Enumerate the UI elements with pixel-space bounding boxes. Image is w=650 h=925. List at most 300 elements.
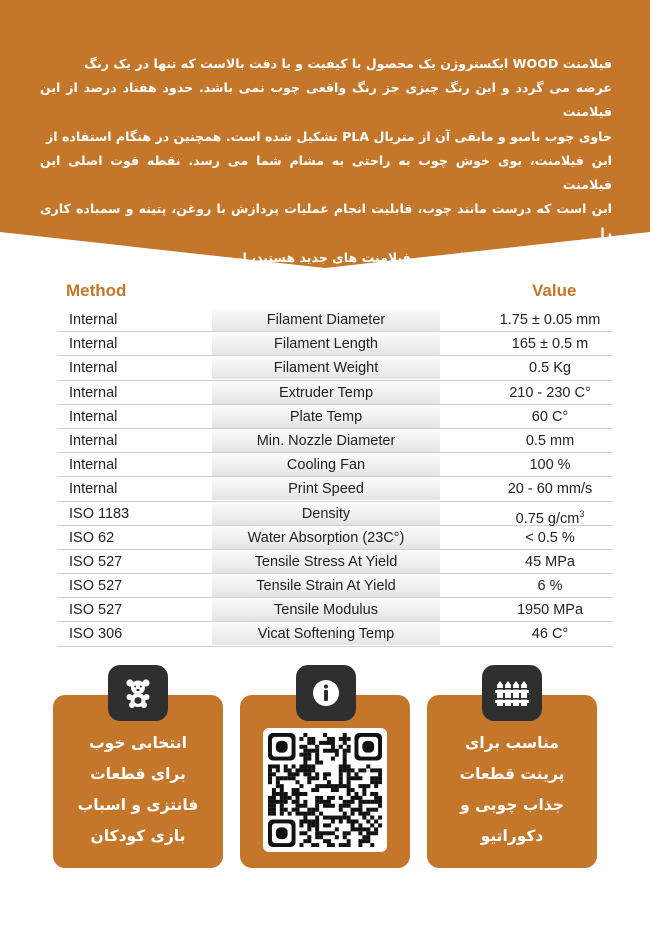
- intro-paragraph: [40, 52, 612, 270]
- qr-module: [358, 800, 362, 804]
- qr-module: [284, 796, 288, 800]
- row-method: ISO 62: [69, 529, 115, 546]
- row-method: ISO 527: [69, 553, 123, 570]
- row-value-text: 1.75 ± 0.05 mm: [499, 312, 601, 328]
- table-row: [57, 381, 613, 405]
- qr-module: [315, 796, 319, 800]
- qr-module: [358, 843, 362, 847]
- qr-module: [331, 796, 335, 800]
- row-value: [485, 477, 615, 501]
- card-line: دکوراتیو: [480, 827, 544, 845]
- qr-module: [323, 831, 327, 835]
- qr-module: [347, 749, 351, 753]
- qr-module: [319, 800, 323, 804]
- qr-module: [296, 768, 300, 772]
- qr-module: [315, 745, 319, 749]
- qr-module: [315, 757, 319, 761]
- qr-module: [331, 737, 335, 741]
- row-value-text: 0.5 Kg: [529, 360, 571, 377]
- qr-module: [378, 780, 382, 784]
- qr-module: [327, 839, 331, 843]
- qr-module: [307, 812, 311, 816]
- qr-module: [315, 772, 319, 776]
- qr-module: [284, 800, 288, 804]
- qr-module: [299, 768, 303, 772]
- qr-module: [370, 843, 374, 847]
- row-value-text: 100 %: [529, 457, 571, 474]
- qr-module: [339, 843, 343, 847]
- fence-badge: [482, 665, 542, 721]
- qr-module: [284, 764, 288, 768]
- qr-module: [378, 776, 382, 780]
- qr-module: [331, 757, 335, 761]
- qr-module: [280, 784, 284, 788]
- qr-module: [347, 737, 351, 741]
- table-row: [57, 502, 613, 526]
- qr-module: [296, 804, 300, 808]
- row-property: Filament Diameter: [212, 309, 440, 331]
- qr-module: [362, 839, 366, 843]
- qr-module: [323, 772, 327, 776]
- table-row: [57, 598, 613, 622]
- qr-module: [276, 776, 280, 780]
- qr-module: [319, 835, 323, 839]
- qr-module: [303, 745, 307, 749]
- qr-module: [299, 745, 303, 749]
- row-value: [485, 598, 615, 622]
- qr-module: [307, 764, 311, 768]
- qr-module: [307, 768, 311, 772]
- qr-module: [354, 808, 358, 812]
- qr-module: [327, 796, 331, 800]
- qr-module: [296, 808, 300, 812]
- qr-module: [311, 788, 315, 792]
- qr-module: [268, 812, 272, 816]
- qr-module: [280, 792, 284, 796]
- qr-module: [374, 827, 378, 831]
- qr-finder-module: [276, 741, 288, 753]
- qr-module: [296, 796, 300, 800]
- qr-module: [307, 808, 311, 812]
- qr-module: [299, 753, 303, 757]
- qr-module: [378, 796, 382, 800]
- qr-module: [311, 737, 315, 741]
- qr-finder-module: [276, 827, 288, 839]
- qr-module: [268, 800, 272, 804]
- qr-module: [307, 823, 311, 827]
- qr-module: [339, 780, 343, 784]
- qr-module: [311, 843, 315, 847]
- qr-module: [280, 800, 284, 804]
- qr-module: [354, 827, 358, 831]
- qr-module: [311, 823, 315, 827]
- qr-module: [343, 741, 347, 745]
- table-row: [57, 405, 613, 429]
- qr-module: [347, 784, 351, 788]
- row-value-text: < 0.5 %: [525, 529, 575, 546]
- row-property: Filament Weight: [212, 357, 440, 379]
- qr-module: [303, 792, 307, 796]
- qr-module: [323, 749, 327, 753]
- qr-module: [339, 796, 343, 800]
- qr-module: [358, 831, 362, 835]
- qr-module: [280, 788, 284, 792]
- qr-module: [276, 768, 280, 772]
- qr-module: [370, 776, 374, 780]
- qr-module: [362, 835, 366, 839]
- row-property: Print Speed: [212, 478, 440, 500]
- qr-module: [319, 741, 323, 745]
- row-method: Internal: [69, 384, 118, 401]
- qr-module: [343, 764, 347, 768]
- qr-module: [296, 780, 300, 784]
- row-value: [485, 622, 615, 646]
- qr-module: [276, 800, 280, 804]
- qr-module: [311, 808, 315, 812]
- qr-module: [370, 780, 374, 784]
- qr-module: [272, 792, 276, 796]
- qr-module: [366, 812, 370, 816]
- row-value-text: 45 MPa: [525, 553, 575, 570]
- table-row: [57, 308, 613, 332]
- qr-module: [272, 808, 276, 812]
- qr-module: [315, 804, 319, 808]
- qr-module: [311, 768, 315, 772]
- qr-module: [303, 761, 307, 765]
- row-method: Internal: [69, 312, 118, 328]
- qr-module: [370, 816, 374, 820]
- row-property: Tensile Stress At Yield: [212, 551, 440, 573]
- row-value-text: 0.5 mm: [525, 432, 575, 449]
- table-row: [57, 526, 613, 550]
- qr-module: [331, 843, 335, 847]
- qr-module: [327, 737, 331, 741]
- qr-module: [315, 788, 319, 792]
- row-method: Internal: [69, 408, 118, 425]
- card-line: مناسب برای: [465, 734, 559, 752]
- method-column-header: Method: [66, 281, 127, 300]
- qr-module: [303, 749, 307, 753]
- qr-module: [307, 835, 311, 839]
- qr-module: [335, 816, 339, 820]
- qr-module: [315, 831, 319, 835]
- qr-module: [370, 768, 374, 772]
- qr-module: [276, 780, 280, 784]
- qr-module: [331, 831, 335, 835]
- qr-module: [339, 745, 343, 749]
- row-method: Internal: [69, 457, 118, 474]
- qr-module: [303, 831, 307, 835]
- qr-module: [362, 784, 366, 788]
- qr-module: [343, 800, 347, 804]
- qr-module: [268, 780, 272, 784]
- qr-module: [331, 816, 335, 820]
- intro-line: این فیلامنت، بوی خوش چوب به راحتی به مشام شما می رسد. نقطه قوت اصلی این فیلامنت: [40, 152, 612, 193]
- table-row: [57, 477, 613, 501]
- qr-module: [335, 827, 339, 831]
- qr-module: [268, 764, 272, 768]
- qr-module: [343, 812, 347, 816]
- qr-module: [339, 816, 343, 820]
- card-text: [53, 728, 223, 852]
- qr-module: [347, 772, 351, 776]
- qr-module: [323, 804, 327, 808]
- qr-module: [288, 772, 292, 776]
- qr-module: [378, 768, 382, 772]
- table-row: [57, 429, 613, 453]
- qr-module: [362, 800, 366, 804]
- qr-module: [288, 796, 292, 800]
- row-value-text: 46 C°: [531, 626, 569, 643]
- qr-module: [280, 808, 284, 812]
- qr-module: [299, 823, 303, 827]
- qr-module: [358, 796, 362, 800]
- qr-module: [343, 843, 347, 847]
- qr-module: [335, 753, 339, 757]
- qr-module: [268, 768, 272, 772]
- qr-module: [343, 733, 347, 737]
- qr-module: [351, 768, 355, 772]
- qr-module: [315, 761, 319, 765]
- qr-module: [362, 827, 366, 831]
- qr-module: [303, 764, 307, 768]
- qr-module: [378, 816, 382, 820]
- qr-module: [299, 737, 303, 741]
- qr-module: [327, 843, 331, 847]
- qr-module: [303, 772, 307, 776]
- qr-module: [272, 812, 276, 816]
- qr-module: [315, 819, 319, 823]
- row-value-text: 60 C°: [531, 408, 569, 425]
- qr-module: [374, 808, 378, 812]
- qr-module: [351, 823, 355, 827]
- qr-module: [339, 808, 343, 812]
- row-property: Tensile Modulus: [212, 599, 440, 621]
- card-line: برای قطعات: [90, 765, 186, 783]
- qr-module: [339, 764, 343, 768]
- qr-module: [327, 823, 331, 827]
- qr-module: [292, 800, 296, 804]
- qr-module: [366, 831, 370, 835]
- qr-module: [358, 784, 362, 788]
- qr-module: [315, 784, 319, 788]
- qr-module: [374, 819, 378, 823]
- qr-module: [339, 776, 343, 780]
- qr-module: [331, 745, 335, 749]
- qr-module: [276, 792, 280, 796]
- table-row: [57, 453, 613, 477]
- qr-module: [343, 737, 347, 741]
- qr-module: [347, 788, 351, 792]
- qr-module: [307, 819, 311, 823]
- qr-module: [362, 792, 366, 796]
- row-property: Density: [212, 503, 440, 525]
- qr-module: [347, 819, 351, 823]
- qr-module: [374, 776, 378, 780]
- qr-module: [311, 741, 315, 745]
- qr-module: [296, 792, 300, 796]
- qr-module: [307, 753, 311, 757]
- qr-module: [347, 780, 351, 784]
- qr-module: [366, 808, 370, 812]
- row-property: Extruder Temp: [212, 382, 440, 404]
- value-column-header: Value: [532, 281, 577, 300]
- qr-module: [299, 764, 303, 768]
- qr-module: [370, 831, 374, 835]
- qr-module: [319, 812, 323, 816]
- qr-module: [303, 768, 307, 772]
- qr-module: [323, 839, 327, 843]
- qr-module: [374, 768, 378, 772]
- row-property: Water Absorption (23C°): [212, 527, 440, 549]
- qr-module: [288, 776, 292, 780]
- qr-module: [288, 812, 292, 816]
- qr-module: [339, 804, 343, 808]
- qr-module: [315, 749, 319, 753]
- qr-module: [284, 776, 288, 780]
- row-value: [485, 574, 615, 598]
- table-row: [57, 356, 613, 380]
- row-value-text: 1950 MPa: [516, 602, 584, 619]
- qr-module: [307, 741, 311, 745]
- qr-module: [347, 764, 351, 768]
- qr-module: [366, 827, 370, 831]
- card-line: انتخابی خوب: [89, 734, 187, 752]
- qr-module: [343, 768, 347, 772]
- table-row: [57, 550, 613, 574]
- row-method: ISO 527: [69, 602, 123, 619]
- row-method: Internal: [69, 336, 118, 353]
- qr-module: [358, 839, 362, 843]
- intro-line: حاوی چوب بامبو و مابقی آن از متریال PLA تشکیل شده است. همچنین در هنگام استفاده از: [46, 128, 612, 144]
- qr-module: [280, 812, 284, 816]
- qr-module: [315, 816, 319, 820]
- qr-module: [370, 808, 374, 812]
- qr-module: [351, 812, 355, 816]
- row-property: Tensile Strain At Yield: [212, 575, 440, 597]
- qr-module: [331, 784, 335, 788]
- qr-module: [327, 804, 331, 808]
- qr-module: [315, 753, 319, 757]
- qr-module: [276, 764, 280, 768]
- qr-module: [311, 819, 315, 823]
- qr-module: [351, 808, 355, 812]
- qr-module: [378, 804, 382, 808]
- qr-module: [343, 784, 347, 788]
- qr-module: [303, 819, 307, 823]
- row-value-text: 210 - 230 C°: [509, 384, 591, 401]
- qr-module: [378, 800, 382, 804]
- qr-code[interactable]: [263, 728, 387, 852]
- qr-module: [288, 768, 292, 772]
- qr-module: [319, 796, 323, 800]
- qr-module: [331, 804, 335, 808]
- table-row: [57, 574, 613, 598]
- row-value: [485, 429, 615, 453]
- intro-line: عرضه می گردد و این رنگ چیزی جز رنگ واقعی چوب نمی باشد. حدود هفتاد درصد از این فیلامنت: [40, 80, 612, 120]
- qr-module: [358, 827, 362, 831]
- row-value: [485, 381, 615, 405]
- row-value: [485, 453, 615, 477]
- qr-module: [362, 788, 366, 792]
- qr-module: [374, 792, 378, 796]
- qr-code-image: [268, 733, 382, 847]
- qr-module: [280, 776, 284, 780]
- qr-module: [284, 808, 288, 812]
- qr-module: [358, 804, 362, 808]
- qr-module: [343, 835, 347, 839]
- qr-module: [358, 776, 362, 780]
- qr-module: [351, 776, 355, 780]
- qr-module: [339, 737, 343, 741]
- qr-module: [315, 823, 319, 827]
- qr-module: [307, 749, 311, 753]
- qr-module: [311, 776, 315, 780]
- row-property: Filament Length: [212, 333, 440, 355]
- row-value-text: 165 ± 0.5 m: [511, 336, 589, 353]
- qr-module: [299, 784, 303, 788]
- qr-module: [280, 796, 284, 800]
- intro-line: دارد؛ بنابراین اگر به دنبال تجربه فیلامنت های جدید هستید، این محصول مختص شماست.: [69, 249, 612, 265]
- row-property: Min. Nozzle Diameter: [212, 430, 440, 452]
- row-property: Vicat Softening Temp: [212, 623, 440, 645]
- qr-module: [315, 843, 319, 847]
- row-property: Plate Temp: [212, 406, 440, 428]
- row-method: ISO 1183: [69, 505, 130, 522]
- qr-module: [272, 788, 276, 792]
- qr-module: [327, 831, 331, 835]
- qr-module: [358, 823, 362, 827]
- qr-module: [280, 804, 284, 808]
- spec-table: [57, 308, 613, 647]
- qr-module: [323, 823, 327, 827]
- qr-module: [272, 796, 276, 800]
- qr-module: [292, 792, 296, 796]
- qr-module: [296, 812, 300, 816]
- qr-module: [307, 827, 311, 831]
- qr-module: [272, 804, 276, 808]
- qr-module: [323, 816, 327, 820]
- qr-module: [296, 800, 300, 804]
- qr-module: [331, 749, 335, 753]
- row-value: [485, 308, 615, 332]
- qr-module: [327, 741, 331, 745]
- qr-module: [299, 804, 303, 808]
- teddy-bear-badge: [108, 665, 168, 721]
- qr-module: [347, 776, 351, 780]
- row-value: [485, 356, 615, 380]
- table-row: [57, 622, 613, 646]
- qr-module: [347, 831, 351, 835]
- qr-module: [354, 772, 358, 776]
- qr-module: [299, 792, 303, 796]
- qr-module: [354, 796, 358, 800]
- qr-module: [323, 776, 327, 780]
- qr-module: [362, 816, 366, 820]
- qr-module: [268, 808, 272, 812]
- qr-module: [327, 772, 331, 776]
- qr-module: [315, 800, 319, 804]
- qr-module: [303, 753, 307, 757]
- qr-module: [339, 819, 343, 823]
- qr-module: [347, 816, 351, 820]
- card-text: [427, 728, 597, 852]
- qr-module: [354, 792, 358, 796]
- qr-module: [327, 780, 331, 784]
- qr-module: [307, 757, 311, 761]
- qr-module: [276, 784, 280, 788]
- qr-module: [303, 816, 307, 820]
